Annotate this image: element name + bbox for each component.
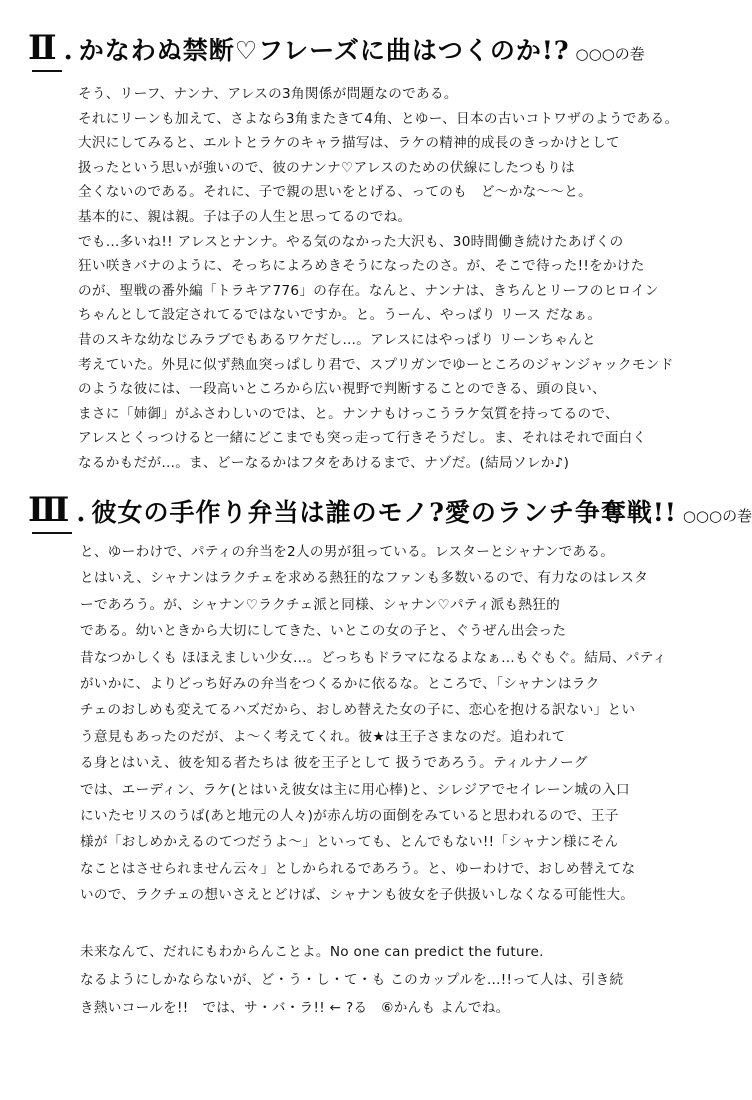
section-2-dot: . — [63, 36, 73, 66]
text-line: 昔なつかしくも ほほえましい少女…。どっちもドラマになるよなぁ…もぐもぐ。結局、パティ — [80, 649, 667, 666]
text-line: ーであろう。が、シャナン♡ラクチェ派と同様、シャナン♡パティ派も熱狂的 — [80, 596, 561, 613]
section-2-numeral-underline — [32, 70, 62, 72]
text-line: 考えていた。外見に似ず熱血突っぱしり君で、スプリガンでゆーところのジャンジャックモンド — [78, 356, 674, 373]
text-line: る身とはいえ、彼を知る者たちは 彼を王子として 扱うであろう。ティルナノーグ — [80, 755, 588, 772]
section-3-dot: . — [76, 498, 86, 528]
text-line: 昔のスキな幼なじみラブでもあるワケだし…。アレスにはやっぱり リーンちゃんと — [78, 332, 596, 348]
text-line: アレスとくっつけると一緒にどこまでも突っ走って行きそうだし。ま、それはそれで面白く — [78, 430, 647, 447]
text-line: とはいえ、シャナンはラクチェを求める熱狂的なファンも多数いるので、有力なのはレスタ — [80, 570, 649, 587]
section-2-suffix: ○○○の巻 — [575, 45, 645, 63]
text-line: のが、聖戦の番外編「トラキア776」の存在。なんと、ナンナは、きちんとリーフのヒロイン — [78, 282, 659, 299]
text-line: 大沢にしてみると、エルトとラケのキャラ描写は、ラケの精神的成長のきっかけとして — [78, 135, 620, 152]
text-line: では、エーディン、ラケ(とはいえ彼女は主に用心棒)と、シレジアでセイレーン城の入口 — [80, 781, 630, 798]
text-line: である。幼いときから大切にしてきた、いとこの女の子と、ぐうぜん出会った — [80, 623, 567, 640]
text-line: なるかもだが…。ま、どーなるかはフタをあけるまで、ナゾだ。(結局ソレか♪) — [78, 455, 570, 471]
text-line: チェのおしめも変えてるハズだから、おしめ替えた女の子に、恋心を抱ける訳ない」とい — [80, 702, 636, 719]
section-3-numeral-underline — [32, 532, 72, 534]
text-line: のような彼には、一段高いところから広い視野で判断することのできる、頭の良い、 — [78, 381, 606, 398]
text-line: でも…多いね!! アレスとナンナ。やる気のなかった大沢も、30時間働き続けたあげくの — [78, 233, 624, 250]
text-line: にいたセリスのうば(あと地元の人々)が赤ん坊の面倒をみていると思われるので、王子 — [80, 808, 619, 824]
text-line: き熱いコールを!! では、サ・バ・ラ!! ← ?る ⑥かんも よんでね。 — [80, 1000, 510, 1016]
text-line: 全くないのである。それに、子で親の思いをとげる、ってのも ど〜かな〜〜と。 — [78, 184, 593, 201]
text-line: そう、リーフ、ナンナ、アレスの3角関係が問題なのである。 — [78, 86, 458, 102]
text-line: 狂い咲きバナのように、そっちによろめきそうになったのさ。が、そこで待った!!をかけた — [78, 258, 645, 275]
text-line: 扱ったという思いが強いので、彼のナンナ♡アレスのための伏線にしたつもりは — [78, 159, 575, 176]
section-2-heading — [28, 28, 645, 68]
text-line: なるようにしかならないが、ど・う・し・て・も このカップルを…!!って人は、引き続 — [80, 972, 624, 988]
text-line: それにリーンも加えて、さよなら3角またきて4角、とゆー、日本の古いコトワザのようである。 — [78, 110, 679, 127]
text-line: と、ゆーわけで、パティの弁当を2人の男が狙っている。レスターとシャナンである。 — [80, 544, 615, 560]
section-3-title: 彼女の手作り弁当は誰のモノ?愛のランチ争奪戦!! — [91, 498, 677, 527]
text-line: 未来なんて、だれにもわからんことよ。No one can predict the future. — [80, 944, 544, 960]
section-2-title: かなわぬ禁断♡フレーズに曲はつくのか!? — [78, 36, 570, 65]
text-line: なことはさせられません云々」としかられるであろう。と、ゆーわけで、おしめ替えてな — [80, 860, 636, 877]
text-line: 様が「おしめかえるのてつだうよ〜」といっても、とんでもない!!「シャナン様にそん — [80, 834, 619, 851]
text-line: ちゃんとして設定されてるではないですか。と。うーん、やっぱり リース だなぁ。 — [78, 307, 602, 324]
text-line: いので、ラクチェの想いさえとどけば、シャナンも彼女を子供扱いしなくなる可能性大。 — [80, 887, 635, 904]
text-line: がいかに、よりどっち好みの弁当をつくるかに依るな。ところで、「シャナンはラク — [80, 676, 600, 692]
text-line: まさに「姉御」がふさわしいのでは、と。ナンナもけっこうラケ気質を持ってるので、 — [78, 405, 619, 422]
section-2-numeral: Ⅱ — [28, 28, 58, 68]
text-line: う意見もあったのだが、よ〜く考えてくれ。彼★は王子さまなのだ。追われて — [80, 728, 566, 745]
section-3-heading — [28, 490, 752, 530]
text-line: 基本的に、親は親。子は子の人生と思ってるのでね。 — [78, 209, 412, 225]
section-3-numeral: Ⅲ — [28, 490, 71, 530]
section-3-suffix: ○○○の巻 — [682, 507, 752, 525]
